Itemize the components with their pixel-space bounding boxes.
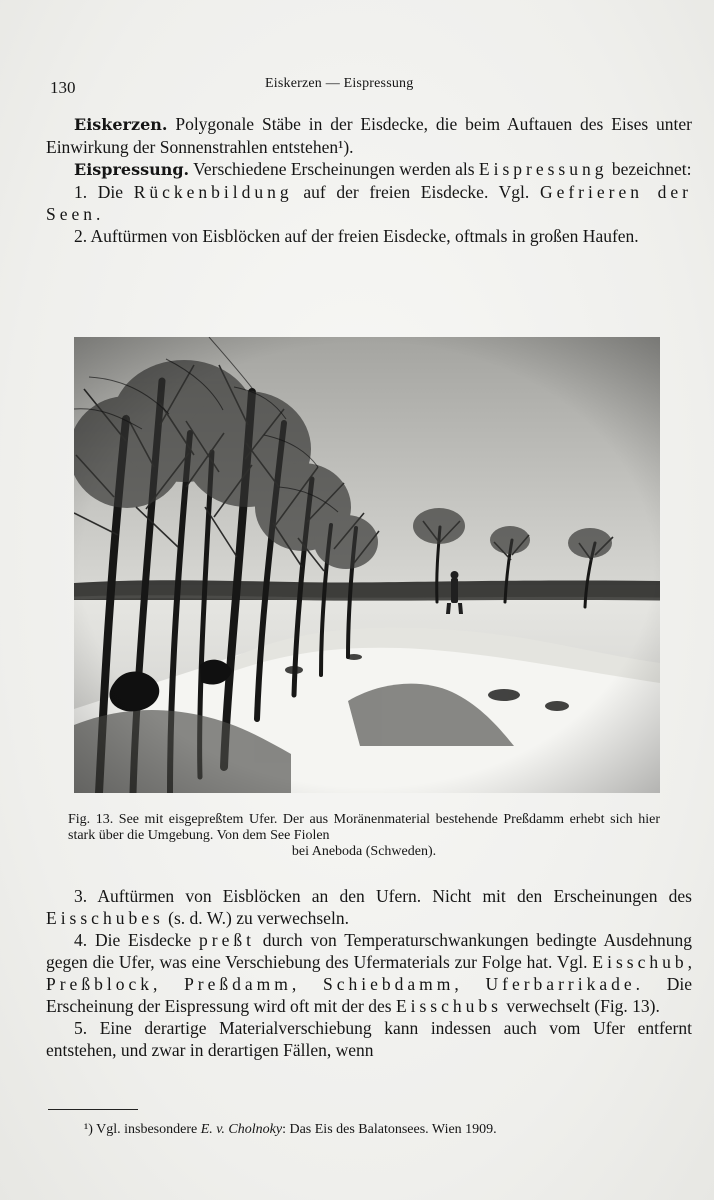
footnote-text-after: : Das Eis des Balatonsees. Wien 1909. xyxy=(282,1122,497,1137)
list-item-4-after: verwechselt (Fig. 13). xyxy=(501,996,660,1016)
list-item-1-end: . xyxy=(96,204,101,224)
spaced-term-rueckenbildung: Rückenbildung xyxy=(133,182,293,202)
list-item-4-separator-2: , xyxy=(152,974,185,994)
list-item-4-separator-1: , xyxy=(687,952,692,972)
spaced-term-eispressung: Eispressung xyxy=(478,159,608,179)
figure-caption-last-line: bei Aneboda (Schweden). xyxy=(291,844,437,859)
spaced-term-schiebdamm: Schiebdamm xyxy=(323,974,455,994)
list-item-4-mid-2: . Die Erscheinung der Eispressung wird oft mit der des xyxy=(46,974,693,1016)
footnote-marker: ¹) xyxy=(84,1122,93,1137)
running-head: Eiskerzen — Eispressung xyxy=(265,76,414,91)
list-item-1 xyxy=(46,181,692,225)
list-item-3 xyxy=(46,885,692,929)
list-item-3-before: 3. Auftürmen von Eisblöcken an den Ufern. Nicht mit den Erscheinungen des xyxy=(74,886,692,906)
entry-term-eiskerzen: Eiskerzen. xyxy=(74,115,168,134)
list-item-5: 5. Eine derartige Materialverschiebung kann indessen auch vom Ufer entfernt entstehen, und zwar in derartigen Fällen, wenn xyxy=(46,1018,692,1060)
figure-caption-main: Fig. 13. See mit eisgepreßtem Ufer. Der aus Moränenmaterial bestehende Preßdamm erhebt sich hier stark über die Umgebung. Von dem See Fiolen xyxy=(68,812,660,843)
spaced-term-pressblock: Preßblock xyxy=(46,974,153,994)
footnote-text-before: Vgl. insbesondere xyxy=(92,1122,201,1137)
spaced-term-eisschubes: Eisschubes xyxy=(46,908,164,928)
spaced-term-uferbarrikade: Uferbarrikade xyxy=(485,974,636,994)
list-item-3-after: (s. d. W.) zu verwechseln. xyxy=(163,908,349,928)
footnote xyxy=(84,1121,694,1139)
figure-caption xyxy=(68,812,660,860)
lake-shore-photo-illustration xyxy=(74,337,660,793)
lower-text-block xyxy=(46,885,692,1061)
spaced-term-eisschubs: Eisschubs xyxy=(395,996,502,1016)
upper-text-block xyxy=(46,113,692,247)
list-item-1-mid: auf der freien Eisdecke. Vgl. xyxy=(292,182,540,202)
footnote-rule xyxy=(48,1109,138,1110)
page-header xyxy=(50,74,690,98)
list-item-4-before: 4. Die Eisdecke xyxy=(74,930,200,950)
list-item-1-text: 1. Die xyxy=(74,182,134,202)
list-item-4-mid: durch von Temperaturschwankungen bedingte Ausdehnung gegen die Ufer, was eine Verschiebung des Ufermaterials zur Folge hat. Vgl. xyxy=(46,930,693,972)
list-item-2: 2. Auftürmen von Eisblöcken auf der freien Eisdecke, oftmals in großen Haufen. xyxy=(74,226,639,246)
entry-eispressung xyxy=(46,158,692,181)
list-item-4 xyxy=(46,929,692,1017)
entry-text-eispressung-before: Verschiedene Erscheinungen werden als xyxy=(189,159,479,179)
spaced-term-gefrieren-der-seen: Gefrieren der Seen xyxy=(46,182,692,224)
spaced-term-pressdamm: Preßdamm xyxy=(184,974,292,994)
list-item-4-separator-3: , xyxy=(291,974,324,994)
spaced-term-presst: preßt xyxy=(199,930,255,950)
list-item-4-separator-4: , xyxy=(454,974,486,994)
footnote-author: E. v. Cholnoky xyxy=(200,1122,283,1137)
figure-13-photo xyxy=(74,337,660,793)
entry-text-eispressung-after: bezeichnet: xyxy=(607,159,692,179)
entry-eiskerzen xyxy=(46,113,692,158)
entry-term-eispressung: Eispressung. xyxy=(74,160,190,179)
page-number: 130 xyxy=(50,78,76,97)
spaced-term-eisschub: Eisschub xyxy=(592,952,688,972)
entry-text-eiskerzen: Polygonale Stäbe in der Eisdecke, die beim Auftauen des Eises unter Einwirkung der Sonnenstrahlen entstehen¹). xyxy=(46,114,692,157)
